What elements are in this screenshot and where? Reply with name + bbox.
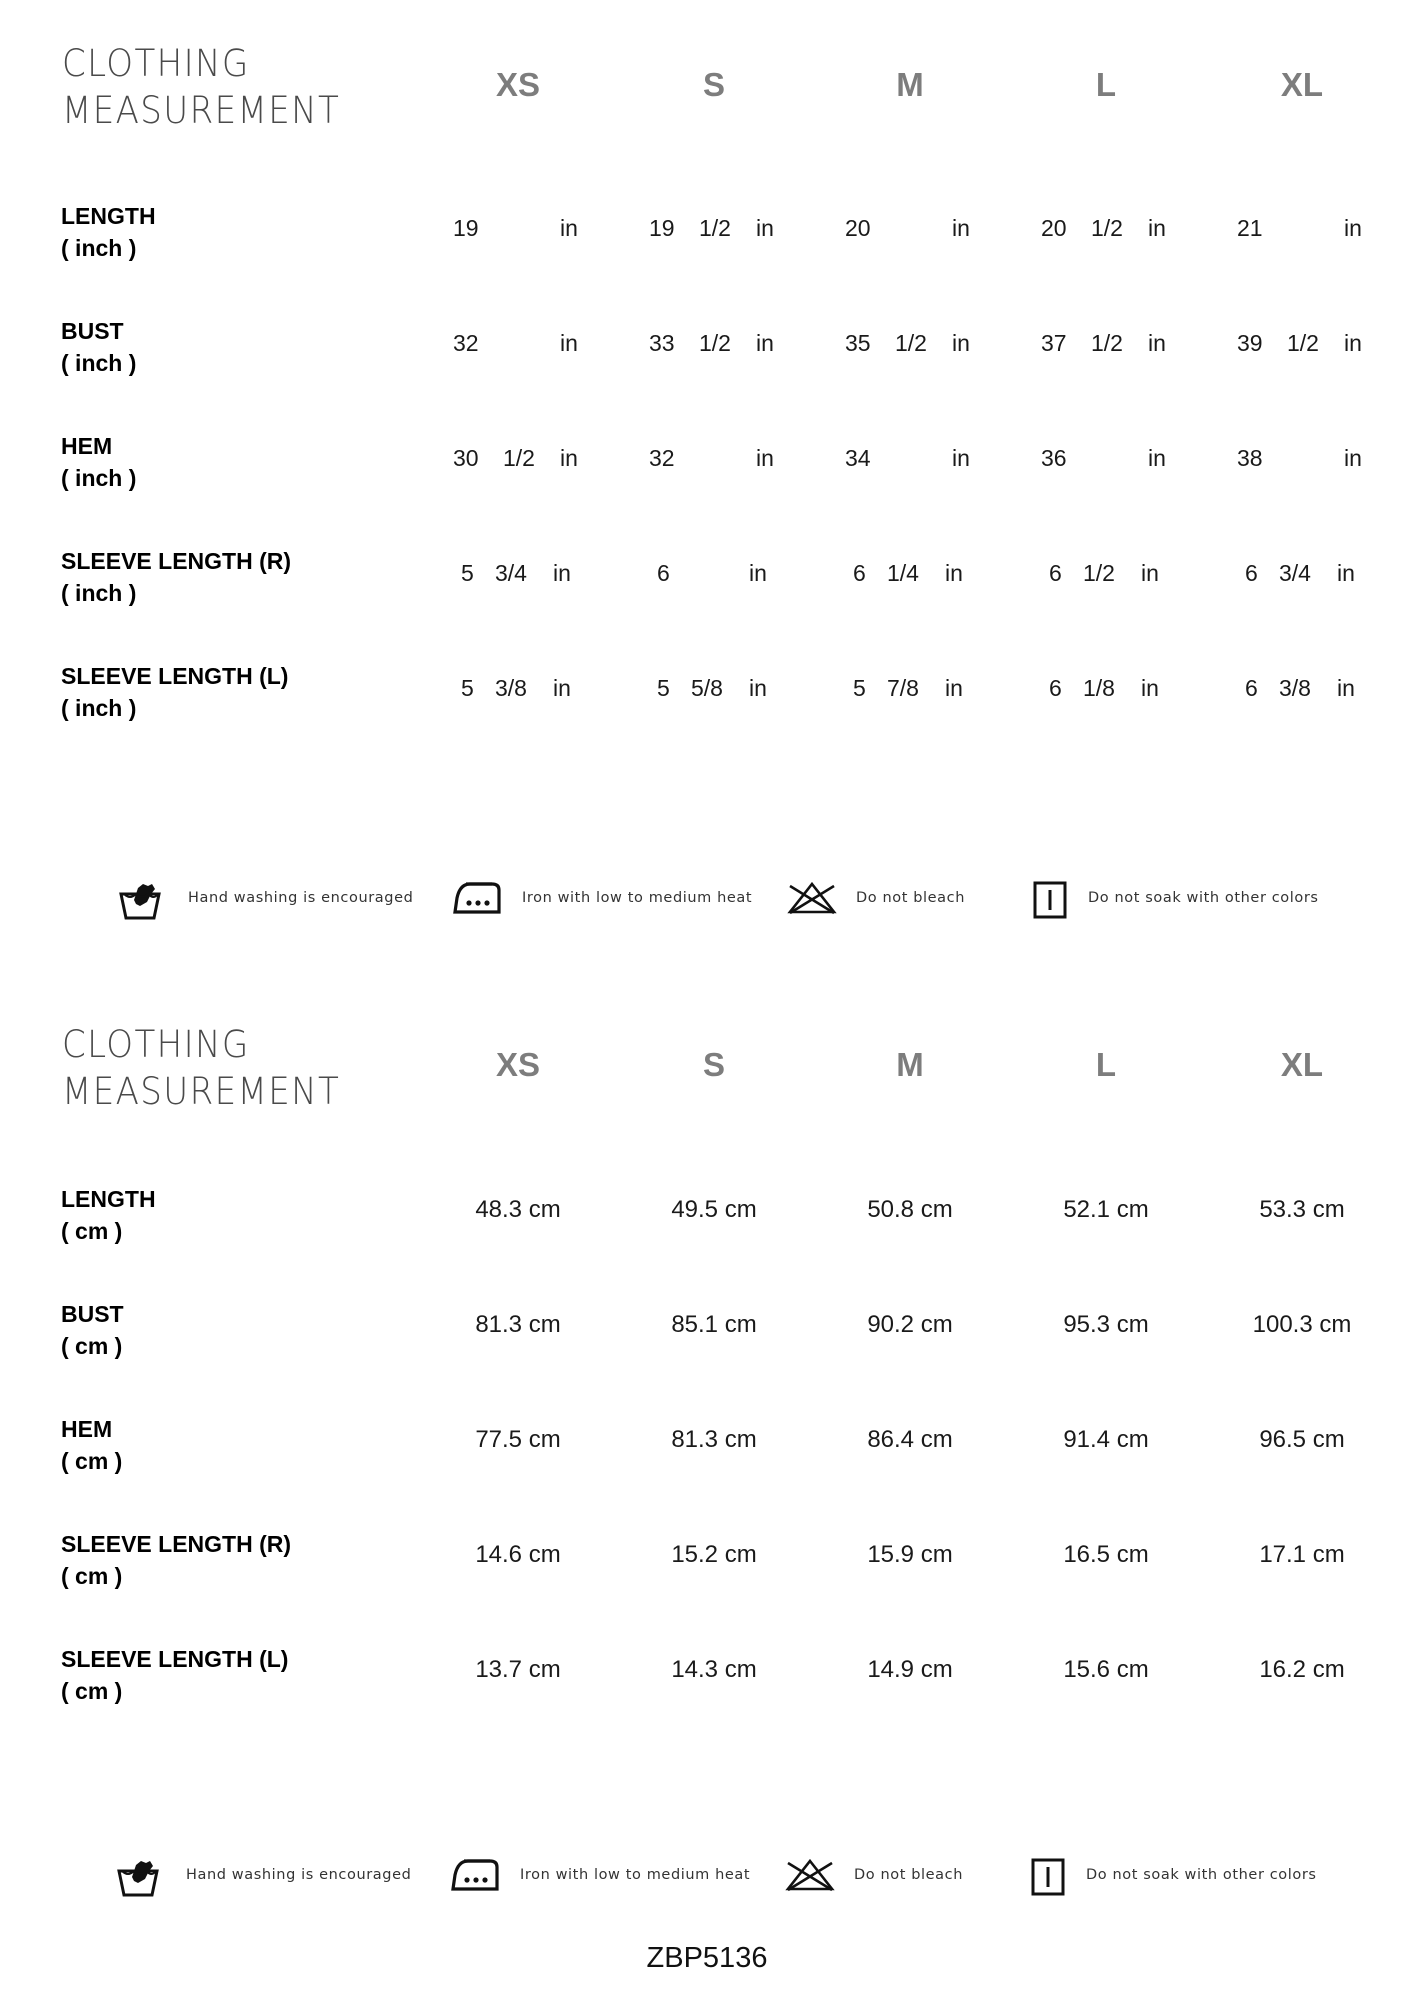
cell-fraction: 1/4 <box>887 560 919 586</box>
cell-whole: 32 <box>453 330 479 356</box>
cell-whole: 37 <box>1041 330 1067 356</box>
cell-unit: in <box>560 215 578 241</box>
cell-unit: in <box>553 560 571 586</box>
cell-unit: in <box>756 445 774 471</box>
cell-unit: in <box>1148 330 1166 356</box>
cell-fraction: 5/8 <box>691 675 723 701</box>
table-cell: 90.2 cm <box>867 1311 953 1338</box>
cell-fraction: 1/2 <box>699 330 731 356</box>
table-cell: 81.3 cm <box>475 1311 561 1338</box>
size-header-s: S <box>702 1046 725 1083</box>
cell-whole: 30 <box>453 445 479 471</box>
row-unit: ( cm ) <box>61 1563 123 1589</box>
row-unit: ( inch ) <box>61 350 137 376</box>
cell-whole: 32 <box>649 445 675 471</box>
cell-unit: in <box>756 330 774 356</box>
cell-unit: in <box>749 560 767 586</box>
cell-unit: in <box>749 675 767 701</box>
table-cell: 17.1 cm <box>1259 1541 1345 1568</box>
cell-whole: 21 <box>1237 215 1263 241</box>
cell-whole: 38 <box>1237 445 1263 471</box>
size-header-l: L <box>1095 1046 1117 1083</box>
cell-fraction: 3/8 <box>495 675 527 701</box>
row-label <box>61 1298 124 1362</box>
row-title: HEM <box>61 1416 113 1442</box>
size-header-xs: XS <box>495 1046 541 1083</box>
cell-fraction: 1/8 <box>1083 675 1115 701</box>
row-unit: ( inch ) <box>61 235 137 261</box>
cell-whole: 35 <box>845 330 871 356</box>
table-cell: 49.5 cm <box>671 1196 757 1223</box>
cell-unit: in <box>1141 675 1159 701</box>
size-header-m: M <box>896 66 924 103</box>
row-title: HEM <box>61 433 113 459</box>
row-label <box>61 1183 156 1247</box>
cell-whole: 39 <box>1237 330 1263 356</box>
care-text: Do not bleach <box>854 1867 964 1883</box>
cell-whole: 5 <box>461 560 474 586</box>
cell-whole: 20 <box>1041 215 1067 241</box>
cell-whole: 6 <box>1245 675 1258 701</box>
table-cell: 48.3 cm <box>475 1196 561 1223</box>
cell-fraction: 1/2 <box>699 215 731 241</box>
cell-unit: in <box>560 330 578 356</box>
cell-whole: 36 <box>1041 445 1067 471</box>
row-unit: ( cm ) <box>61 1333 123 1359</box>
table-cell: 91.4 cm <box>1063 1426 1149 1453</box>
row-title: BUST <box>61 1301 124 1327</box>
cell-whole: 19 <box>453 215 479 241</box>
title-line-1: CLOTHING <box>62 42 250 85</box>
cell-fraction: 1/2 <box>1287 330 1319 356</box>
cell-fraction: 1/2 <box>895 330 927 356</box>
cell-unit: in <box>1337 560 1355 586</box>
cell-unit: in <box>1337 675 1355 701</box>
row-unit: ( cm ) <box>61 1218 123 1244</box>
cell-whole: 20 <box>845 215 871 241</box>
row-title: SLEEVE LENGTH (R) <box>61 548 292 574</box>
cell-whole: 6 <box>853 560 866 586</box>
row-unit: ( inch ) <box>61 580 137 606</box>
table-cell: 14.9 cm <box>867 1656 953 1683</box>
cell-fraction: 3/4 <box>495 560 527 586</box>
table-cell: 15.2 cm <box>671 1541 757 1568</box>
row-title: SLEEVE LENGTH (L) <box>61 1646 289 1672</box>
cell-unit: in <box>945 675 963 701</box>
cell-unit: in <box>1344 215 1362 241</box>
row-unit: ( cm ) <box>61 1448 123 1474</box>
care-text: Iron with low to medium heat <box>520 1867 751 1883</box>
row-title: SLEEVE LENGTH (R) <box>61 1531 292 1557</box>
cell-whole: 6 <box>657 560 670 586</box>
cell-unit: in <box>1148 445 1166 471</box>
cell-whole: 19 <box>649 215 675 241</box>
row-label <box>61 1413 122 1477</box>
table-cell: 16.2 cm <box>1259 1656 1345 1683</box>
title-line-2: MEASUREMENT <box>62 89 341 132</box>
cell-whole: 5 <box>853 675 866 701</box>
table-cell: 50.8 cm <box>867 1196 953 1223</box>
cell-unit: in <box>952 445 970 471</box>
table-cell: 85.1 cm <box>671 1311 757 1338</box>
table-cell: 77.5 cm <box>475 1426 561 1453</box>
care-instructions <box>0 1853 1414 1903</box>
size-header-m: M <box>896 1046 924 1083</box>
cell-fraction: 1/2 <box>503 445 535 471</box>
cell-whole: 6 <box>1049 560 1062 586</box>
cell-fraction: 1/2 <box>1091 330 1123 356</box>
table-cell: 86.4 cm <box>867 1426 953 1453</box>
cell-whole: 5 <box>657 675 670 701</box>
row-title: BUST <box>61 318 124 344</box>
care-text: Hand washing is encouraged <box>188 890 414 906</box>
page-title-cm <box>62 1021 340 1115</box>
care-text: Iron with low to medium heat <box>522 890 753 906</box>
cell-unit: in <box>952 215 970 241</box>
title-line-2: MEASUREMENT <box>62 1070 341 1113</box>
row-label <box>61 1528 291 1592</box>
row-title: LENGTH <box>61 1186 156 1212</box>
cell-unit: in <box>1344 330 1362 356</box>
cell-whole: 6 <box>1049 675 1062 701</box>
size-header-xl: XL <box>1280 1046 1324 1083</box>
cell-unit: in <box>1141 560 1159 586</box>
table-cell: 52.1 cm <box>1063 1196 1149 1223</box>
row-unit: ( inch ) <box>61 465 137 491</box>
row-label <box>61 1643 288 1707</box>
size-header-l: L <box>1095 66 1117 103</box>
cell-fraction: 7/8 <box>887 675 919 701</box>
size-header-xl: XL <box>1280 66 1324 103</box>
table-cell: 15.9 cm <box>867 1541 953 1568</box>
care-text: Do not soak with other colors <box>1088 890 1319 906</box>
row-title: LENGTH <box>61 203 156 229</box>
cell-unit: in <box>952 330 970 356</box>
table-cell: 14.6 cm <box>475 1541 561 1568</box>
table-cell: 100.3 cm <box>1252 1311 1352 1338</box>
table-cell: 13.7 cm <box>475 1656 561 1683</box>
table-cell: 14.3 cm <box>671 1656 757 1683</box>
table-cell: 96.5 cm <box>1259 1426 1345 1453</box>
table-cell: 81.3 cm <box>671 1426 757 1453</box>
cell-unit: in <box>756 215 774 241</box>
cell-whole: 6 <box>1245 560 1258 586</box>
row-title: SLEEVE LENGTH (L) <box>61 663 289 689</box>
cell-fraction: 3/4 <box>1279 560 1311 586</box>
cell-unit: in <box>553 675 571 701</box>
table-cell: 15.6 cm <box>1063 1656 1149 1683</box>
cell-fraction: 3/8 <box>1279 675 1311 701</box>
cell-unit: in <box>560 445 578 471</box>
care-text: Hand washing is encouraged <box>186 1867 412 1883</box>
care-text: Do not soak with other colors <box>1086 1867 1317 1883</box>
table-cell: 16.5 cm <box>1063 1541 1149 1568</box>
product-code: ZBP5136 <box>646 1942 768 1974</box>
cell-fraction: 1/2 <box>1083 560 1115 586</box>
cell-whole: 34 <box>845 445 871 471</box>
care-text: Do not bleach <box>856 890 966 906</box>
table-cell: 95.3 cm <box>1063 1311 1149 1338</box>
cell-unit: in <box>945 560 963 586</box>
cell-whole: 33 <box>649 330 675 356</box>
cell-whole: 5 <box>461 675 474 701</box>
cell-unit: in <box>1148 215 1166 241</box>
size-header-xs: XS <box>495 66 541 103</box>
cell-fraction: 1/2 <box>1091 215 1123 241</box>
table-cell: 53.3 cm <box>1259 1196 1345 1223</box>
title-line-1: CLOTHING <box>62 1023 250 1066</box>
cell-unit: in <box>1344 445 1362 471</box>
row-unit: ( cm ) <box>61 1678 123 1704</box>
row-unit: ( inch ) <box>61 695 137 721</box>
size-header-s: S <box>702 66 725 103</box>
